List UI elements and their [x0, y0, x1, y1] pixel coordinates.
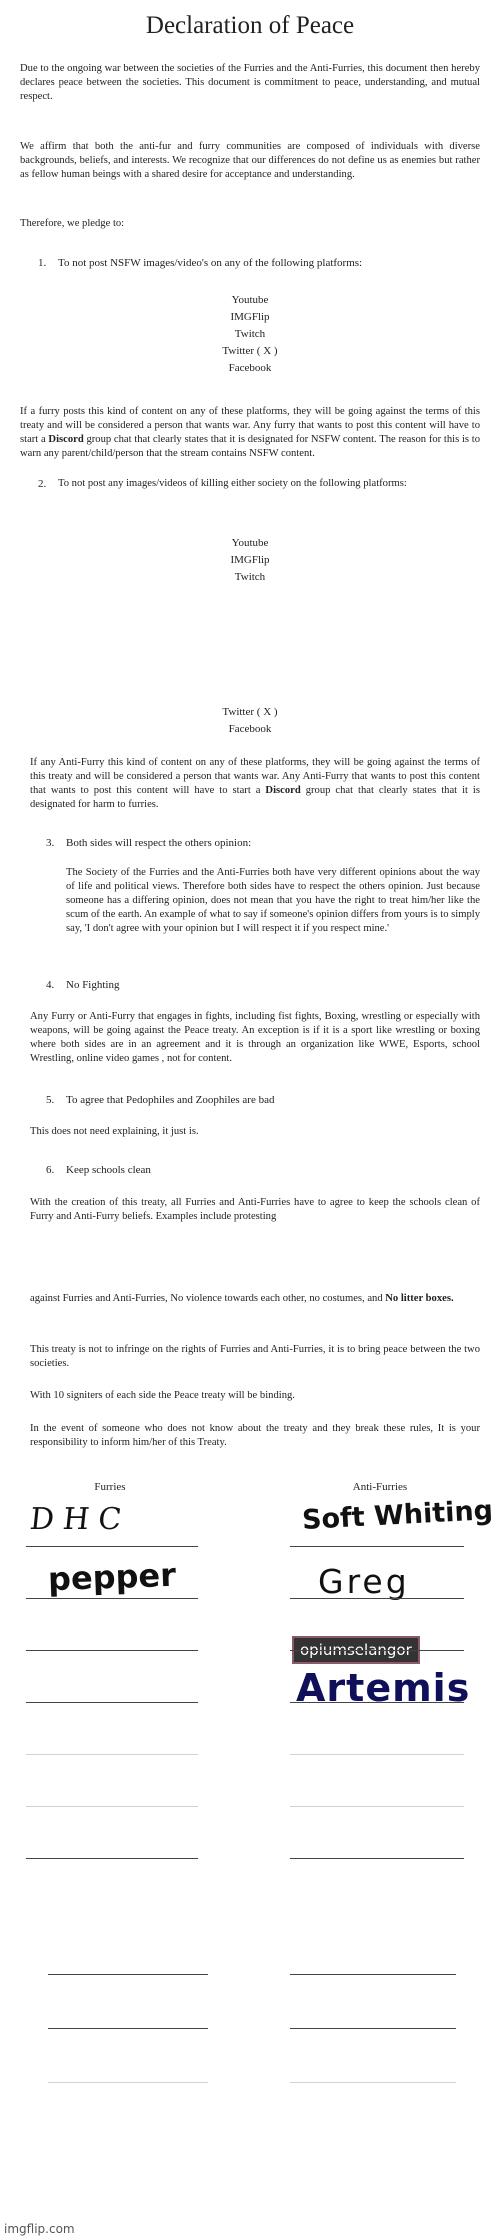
platform-item: Twitch [234, 571, 266, 583]
item-5-paragraph: This does not need explaining, it just is. [30, 1126, 199, 1137]
item-1-platform-list [150, 292, 350, 377]
intro-paragraph-1: Due to the ongoing war between the societies of the Furries and the Anti-Furries, this document then hereby declares peace between the societies. This document is commitment to peace, understanding, and mutual respect. [20, 63, 480, 102]
anti-furries-signature-1: Soft Whiting [301, 1495, 494, 1536]
platform-item: IMGFlip [230, 311, 270, 323]
item-2-platform-list-b [150, 704, 350, 738]
signature-line [48, 2028, 208, 2029]
signature-line [290, 1858, 464, 1859]
signature-line [290, 1598, 464, 1599]
no-litter-boxes: No litter boxes. [385, 1293, 454, 1304]
signature-line [48, 2082, 208, 2083]
signature-line [48, 1974, 208, 1975]
item-3-number: 3. [46, 837, 55, 849]
pledge-intro: Therefore, we pledge to: [20, 218, 125, 229]
platform-item: Twitter ( X ) [222, 706, 278, 718]
item-5-text: To agree that Pedophiles and Zoophiles are bad [66, 1094, 275, 1106]
intro-paragraph-2: We affirm that both the anti-fur and furry communities are composed of individuals with diverse backgrounds, beliefs, and interests. We recognize that our differences do not define us as enemies but rather as fellow human beings with a shared desire for acceptance and understanding. [20, 141, 480, 180]
platform-item: Facebook [228, 362, 272, 374]
item-1-number: 1. [38, 257, 47, 269]
signature-line [26, 1806, 198, 1807]
item-4-number: 4. [46, 979, 55, 991]
imgflip-watermark: imgflip.com [4, 2222, 75, 2236]
item-3-paragraph: The Society of the Furries and the Anti-Furries both have very different opinions about the way of life and political views. Therefore both sides have to respect the others opinion. Just because someone has a differing opinion, does not mean that you have the right to treat him/her like the scum of the earth. An example of what to say if someone's opinion differs from yours is to simply say, 'I don't agree with your opinion but I will respect it if you respect mine.' [66, 867, 480, 934]
closing-paragraph-3: In the event of someone who does not know about the treaty and they break these rules, It is your responsibility to inform him/her of this Treaty. [30, 1423, 480, 1448]
signature-line [290, 2028, 456, 2029]
item-2-text: To not post any images/videos of killing either society on the following platforms: [58, 478, 407, 489]
platform-item: Youtube [231, 537, 269, 549]
signature-line [290, 1974, 456, 1975]
platform-item: IMGFlip [230, 554, 270, 566]
anti-furries-column-header: Anti-Furries [352, 1481, 408, 1493]
signature-line [290, 2082, 456, 2083]
discord-keyword: Discord [48, 434, 84, 445]
discord-keyword: Discord [265, 785, 301, 796]
item-1-text: To not post NSFW images/video's on any of the following platforms: [58, 257, 363, 269]
signature-line [26, 1650, 198, 1651]
item-6-number: 6. [46, 1164, 55, 1176]
item-4-text: No Fighting [66, 979, 120, 991]
item-6-text: Keep schools clean [66, 1164, 151, 1176]
signature-line [26, 1754, 198, 1755]
signer-username-badge: opiumselangor [292, 1636, 420, 1664]
anti-furries-signature-3: Artemis [296, 1666, 471, 1710]
platform-item: Youtube [231, 294, 269, 306]
signature-line [290, 1754, 464, 1755]
anti-furries-signature-2: Greg [318, 1562, 410, 1601]
item-2-number: 2. [38, 478, 47, 490]
item-3-text: Both sides will respect the others opinion: [66, 837, 252, 849]
item-1-paragraph: If a furry posts this kind of content on any of these platforms, they will be going against the terms of this treaty and will be considered a person that wants war. Any furry that wants to post this content will have to start a Discord group chat that clearly states that it is designated for NSFW content. The reason for this is to warn any parent/child/person that the stream contains NSFW content. [20, 406, 480, 459]
signature-line [26, 1702, 198, 1703]
platform-item: Facebook [228, 723, 272, 735]
item-6-paragraph-continued: against Furries and Anti-Furries, No violence towards each other, no costumes, and No litter boxes. [30, 1293, 454, 1304]
furries-signature-2: pepper [47, 1555, 177, 1599]
item-4-paragraph: Any Furry or Anti-Furry that engages in fights, including fist fights, Boxing, wrestling or especially with weapons, will be going against the Peace treaty. An exception is if it is a sport like wrestling or boxing where both sides are in an agreement and it is through an organization like WWE, Esports, school Wrestling, online video games , not for content. [30, 1011, 480, 1064]
signature-line [290, 1806, 464, 1807]
signature-line [290, 1650, 464, 1651]
signature-line [290, 1546, 464, 1547]
document-title: Declaration of Peace [145, 12, 355, 39]
platform-item: Twitter ( X ) [222, 345, 278, 357]
signature-line [290, 1702, 464, 1703]
closing-paragraph-1: This treaty is not to infringe on the rights of Furries and Anti-Furries, it is to bring peace between the two societies. [30, 1344, 480, 1369]
signature-line [26, 1598, 198, 1599]
signature-line [26, 1858, 198, 1859]
item-6-paragraph: With the creation of this treaty, all Furries and Anti-Furries have to agree to keep the schools clean of Furry and Anti-Furry beliefs. Examples include protesting [30, 1197, 480, 1222]
furries-column-header: Furries [94, 1481, 126, 1493]
signature-line [26, 1546, 198, 1547]
platform-item: Twitch [234, 328, 266, 340]
item-2-platform-list-a [150, 535, 350, 586]
closing-paragraph-2: With 10 signiters of each side the Peace treaty will be binding. [30, 1390, 295, 1401]
item-5-number: 5. [46, 1094, 55, 1106]
item-2-paragraph: If any Anti-Furry this kind of content on any of these platforms, they will be going against the terms of this treaty and will be considered a person that wants war. Any Anti-Furry that wants to post this content that wants to post this content will have to start a Discord group chat that clearly states that it is designated for harm to furries. [30, 757, 481, 810]
furries-signature-1: DHC [28, 1502, 133, 1537]
